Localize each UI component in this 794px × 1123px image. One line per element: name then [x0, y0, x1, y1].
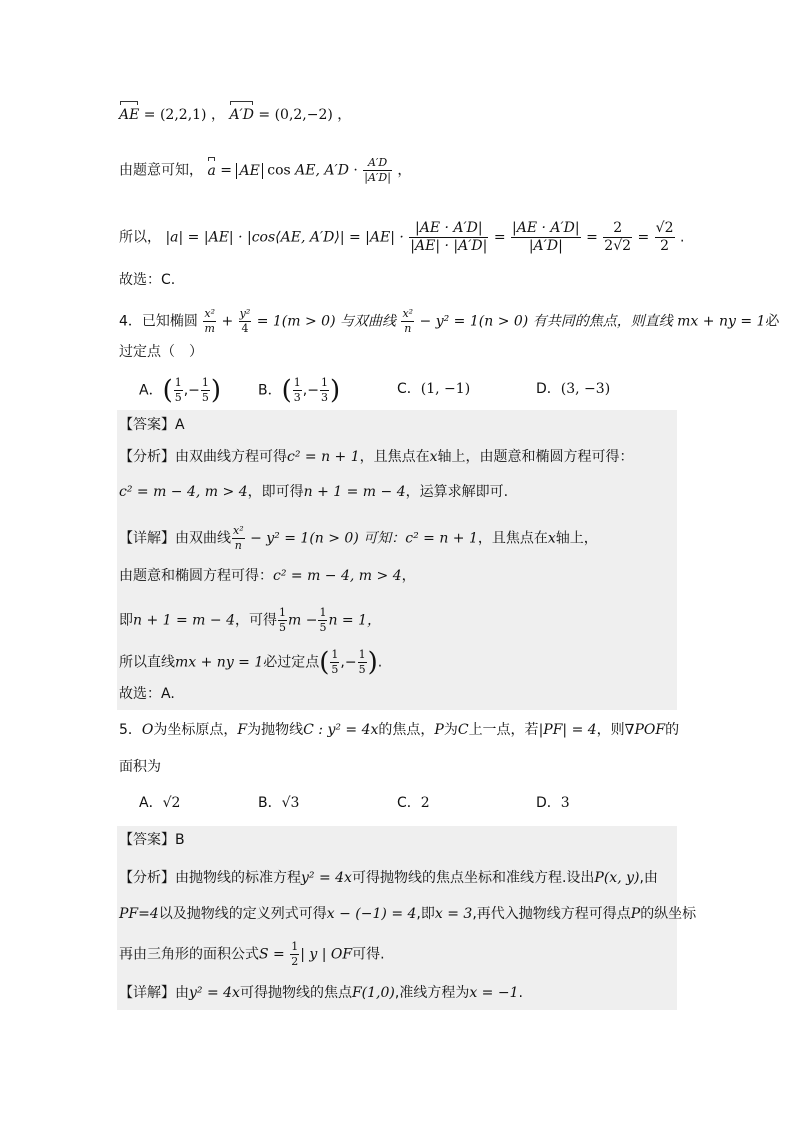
question-5-stem-cont: 面积为: [119, 759, 161, 775]
question-5-analysis-3: 再由三角形的面积公式S = $\frac{1}{2}$ | y | OF可得.: [119, 940, 385, 968]
vector-ad: A′D: [229, 107, 254, 123]
vector-ae: AE: [119, 107, 140, 123]
question-4-answer: 【答案】A: [119, 417, 185, 433]
option-b[interactable]: B．( $\frac{1}{3}$ ,− $\frac{1}{3}$ ): [258, 375, 341, 406]
question-4-detail-1: 【详解】由双曲线 $\frac{\text{x²}}{n}$ − y² = 1(n > 0) 可知：c² = n + 1，且焦点在x轴上，: [119, 524, 598, 552]
question-4-detail-3: 即n + 1 = m − 4，可得 $\frac{1}{5}$ m − $\frac{1}{5}$ n = 1，: [119, 606, 382, 634]
question-5-detail-1: 【详解】由y² = 4x可得抛物线的焦点F(1,0),准线方程为x = −1.: [119, 985, 523, 1001]
option-d[interactable]: D．3: [536, 795, 570, 811]
question-4-detail-2: 由题意和椭圆方程可得：c² = m − 4, m > 4，: [119, 568, 416, 584]
question-4-analysis-cont: c² = m − 4, m > 4，即可得n + 1 = m − 4，运算求解即可.: [119, 484, 509, 500]
option-b[interactable]: B．√3: [258, 795, 300, 811]
question-5-analysis-1: 【分析】由抛物线的标准方程y² = 4x可得抛物线的焦点坐标和准线方程.设出P(x, y),由: [119, 870, 658, 886]
projection-length-line: 所以， |a| = |AE| · |cos⟨AE, A′D⟩| = |AE| · $\frac{|AE \cdot A'D|}{|AE| \cdot |A'D|}$ = $\frac{|AE \cdot A'D|}{|A'D|}$ = $\frac{2}{2√2}$ = $\frac{√2}{2}$ .: [119, 220, 685, 254]
question-5-answer: 【答案】B: [119, 832, 185, 848]
question-5-analysis-2: PF=4以及抛物线的定义列式可得x − (−1) = 4,即x = 3,再代入抛物线方程可得点P的纵坐标: [119, 906, 697, 922]
choice-line: 故选：C.: [119, 272, 176, 288]
question-4-choice: 故选：A.: [119, 686, 175, 702]
option-a[interactable]: A．( $\frac{1}{5}$ ,− $\frac{1}{5}$ ): [139, 375, 222, 406]
question-5-stem: 5．O为坐标原点，F为抛物线C : y² = 4x的焦点，P为C上一点，若|PF| = 4，则∇POF的: [119, 722, 680, 738]
question-4-analysis: 【分析】由双曲线方程可得c² = n + 1，且焦点在x轴上，由题意和椭圆方程可得：: [119, 449, 634, 465]
question-4-stem-cont: 过定点（ ）: [119, 344, 203, 360]
option-d[interactable]: D．(3, −3): [536, 381, 611, 397]
unit-vector-fraction: $\frac{A'D}{|A'D|}$: [364, 156, 391, 184]
projection-definition-line: 由题意可知， a = AE cos AE, A′D · $\frac{A'D}{|A'D|}$ ，: [119, 156, 412, 184]
question-4-detail-4: 所以直线mx + ny = 1必过定点( $\frac{1}{5}$ ,− $\frac{1}{5}$ ).: [119, 647, 383, 678]
option-a[interactable]: A．√2: [139, 795, 181, 811]
question-4-stem: 4．已知椭圆 $\frac{\text{x²}}{m}$ + $\frac{\text{y²}}{4}$ = 1(m > 0) 与双曲线 $\frac{\text{x²}}{n}$ − y² = 1(n > 0) 有共同的焦点，则直线 mx + ny = 1必: [119, 307, 780, 335]
vector-line: AE = (2,2,1) ， A′D = (0,2,−2) ，: [119, 107, 352, 123]
option-c[interactable]: C．(1, −1): [397, 381, 471, 397]
option-c[interactable]: C．2: [397, 795, 430, 811]
